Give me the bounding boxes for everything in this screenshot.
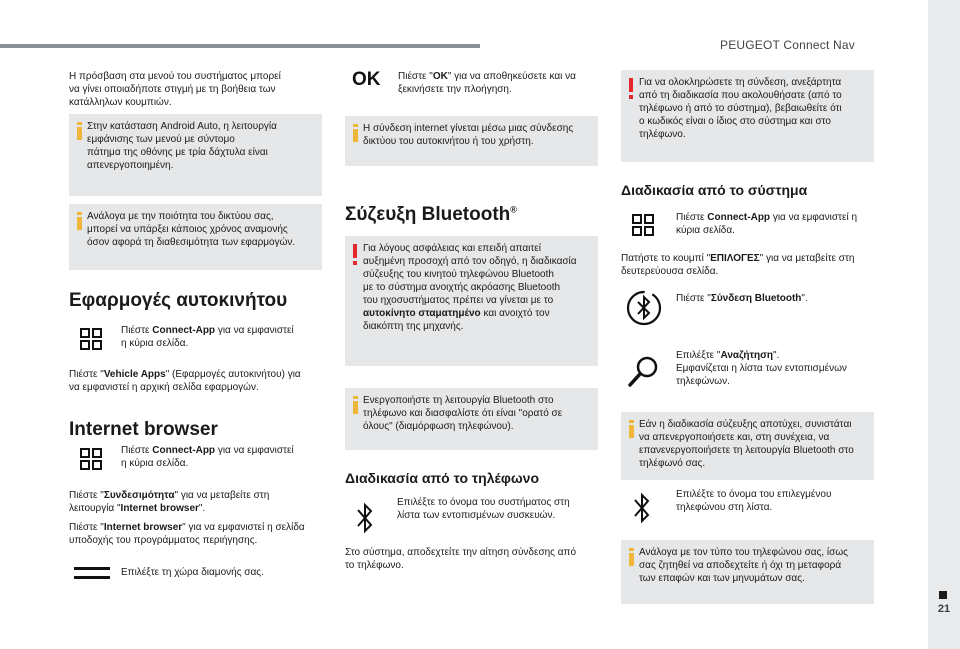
bluetooth-icon (632, 491, 652, 525)
info-box (345, 388, 598, 450)
intro-text: Η πρόσβαση στα μενού του συστήματος μπορεί να γίνει οποιαδήποτε στιγμή με τη βοήθεια των κατάλληλων κουμπιών. (69, 71, 281, 108)
system-select-text: Επιλέξτε το όνομα του επιλεγμένου τηλεφώνου στη λίστα. (676, 489, 832, 513)
apps-press-text: Πιέστε Connect-App για να εμφανιστεί η κύρια σελίδα. (121, 325, 294, 349)
info-box (621, 540, 874, 604)
info-text: Ανάλογα με την ποιότητα του δικτύου σας, μπορεί να υπάρξει κάποιος χρόνος αναμονής όσον αφορά τη διαθεσιμότητα των εφαρμογών. (87, 211, 296, 248)
system-options-text: Πατήστε το κουμπί "ΕΠΙΛΟΓΕΣ" για να μεταβείτε στη δευτερεύουσα σελίδα. (621, 253, 855, 277)
info-icon (77, 212, 82, 230)
phone-accept-text: Στο σύστημα, αποδεχτείτε την αίτηση σύνδεσης από το τηλέφωνο. (345, 547, 577, 571)
system-search-text: Επιλέξτε "Αναζήτηση". Εμφανίζεται η λίστα των εντοπισμένων τηλεφώνων. (676, 350, 847, 387)
apps-grid-icon (632, 214, 654, 236)
info-icon (353, 124, 358, 142)
search-icon (626, 354, 662, 390)
info-icon (353, 396, 358, 414)
side-tab (928, 0, 960, 649)
heading-vehicle-apps: Εφαρμογές αυτοκινήτου (69, 290, 288, 311)
browser-press-text: Πιέστε Connect-App για να εμφανιστεί η κύρια σελίδα. (121, 445, 294, 469)
bluetooth-icon (624, 288, 664, 328)
warning-icon (627, 78, 635, 100)
info-box (69, 204, 322, 270)
info-box (621, 412, 874, 480)
brand-label: PEUGEOT Connect Nav (720, 38, 855, 52)
bluetooth-icon (355, 501, 375, 535)
warning-text: Για λόγους ασφάλειας και επειδή απαιτεί αυξημένη προσοχή από τον οδηγό, η διαδικασία σύζευξης του κινητού τηλεφώνου Bluetooth με το σύστημα ανοιχτής ακρόασης Bluetooth του ηχοσυστήματος πρέπει να γίνεται με το αυτοκίνητο σταματημένο και ανοιχτό τον διακόπτη της μηχανής. (363, 243, 577, 332)
info-text: Στην κατάσταση Android Auto, η λειτουργία εμφάνισης των μενού με σύντομο πάτημα της οθόνης με τρία δάχτυλα είναι απενεργοποιημένη. (87, 121, 277, 171)
warning-box (345, 236, 598, 366)
keyboard-bar-icon (73, 565, 111, 581)
apps-body-text: Πιέστε "Vehicle Apps" (Εφαρμογές αυτοκινήτου) για να εμφανιστεί η αρχική σελίδα εφαρμογών. (69, 369, 301, 393)
end-marker (939, 591, 947, 599)
browser-body-text: Πιέστε "Συνδεσιμότητα" για να μεταβείτε στη λειτουργία "Internet browser". (69, 490, 270, 514)
system-bt-text: Πιέστε "Σύνδεση Bluetooth". (676, 293, 808, 304)
warning-text: Για να ολοκληρώσετε τη σύνδεση, ανεξάρτητα από τη διαδικασία που ακολουθήσατε (από το τηλέφωνο ή από το σύστημα), βεβαιωθείτε ότι ο κωδικός είναι ο ίδιος στο σύστημα και στο τηλέφωνο. (639, 77, 842, 140)
info-icon (629, 548, 634, 566)
phone-select-text: Επιλέξτε το όνομα του συστήματος στη λίστα των εντοπισμένων συσκευών. (397, 497, 570, 521)
browser-body-text: Πιέστε "Internet browser" για να εμφανιστεί η σελίδα υποδοχής του προγράμματος περιήγησης. (69, 522, 305, 546)
ok-icon: OK (352, 69, 381, 90)
apps-grid-icon (80, 328, 102, 350)
info-text: Η σύνδεση internet γίνεται μέσω μιας σύνδεσης δικτύου του αυτοκινήτου ή του χρήστη. (363, 123, 574, 147)
header-rule (0, 44, 480, 48)
info-box (69, 114, 322, 196)
info-box (345, 116, 598, 166)
info-icon (77, 122, 82, 140)
info-text: Ανάλογα με τον τύπο του τηλεφώνου σας, ίσως σας ζητηθεί να αποδεχτείτε ή όχι τη μεταφορά των επαφών και των μηνυμάτων σας. (639, 547, 848, 584)
system-press-text: Πιέστε Connect-App για να εμφανιστεί η κύρια σελίδα. (676, 212, 858, 236)
info-text: Ενεργοποιήστε τη λειτουργία Bluetooth στο τηλέφωνο και διασφαλίστε ότι είναι "ορατό σε όλους" (διαμόρφωση τηλεφώνου). (363, 395, 563, 432)
page-number: 21 (937, 603, 951, 615)
info-icon (629, 420, 634, 438)
heading-bluetooth: Σύζευξη Bluetooth® (345, 204, 517, 225)
heading-internet-browser: Internet browser (69, 419, 218, 440)
warning-box (621, 70, 874, 162)
heading-from-system: Διαδικασία από το σύστημα (621, 182, 808, 198)
ok-text: Πιέστε "OK" για να αποθηκεύσετε και να ξεκινήσετε την πλοήγηση. (398, 71, 576, 95)
browser-country-text: Επιλέξτε τη χώρα διαμονής σας. (121, 567, 264, 578)
info-text: Εάν η διαδικασία σύζευξης αποτύχει, συνιστάται να απενεργοποιήσετε και, στη συνέχεια, να επανενεργοποιήσετε τη λειτουργία Bluetooth στο τηλέφωνό σας. (639, 419, 854, 469)
apps-grid-icon (80, 448, 102, 470)
heading-from-phone: Διαδικασία από το τηλέφωνο (345, 470, 539, 486)
warning-icon (351, 244, 359, 266)
